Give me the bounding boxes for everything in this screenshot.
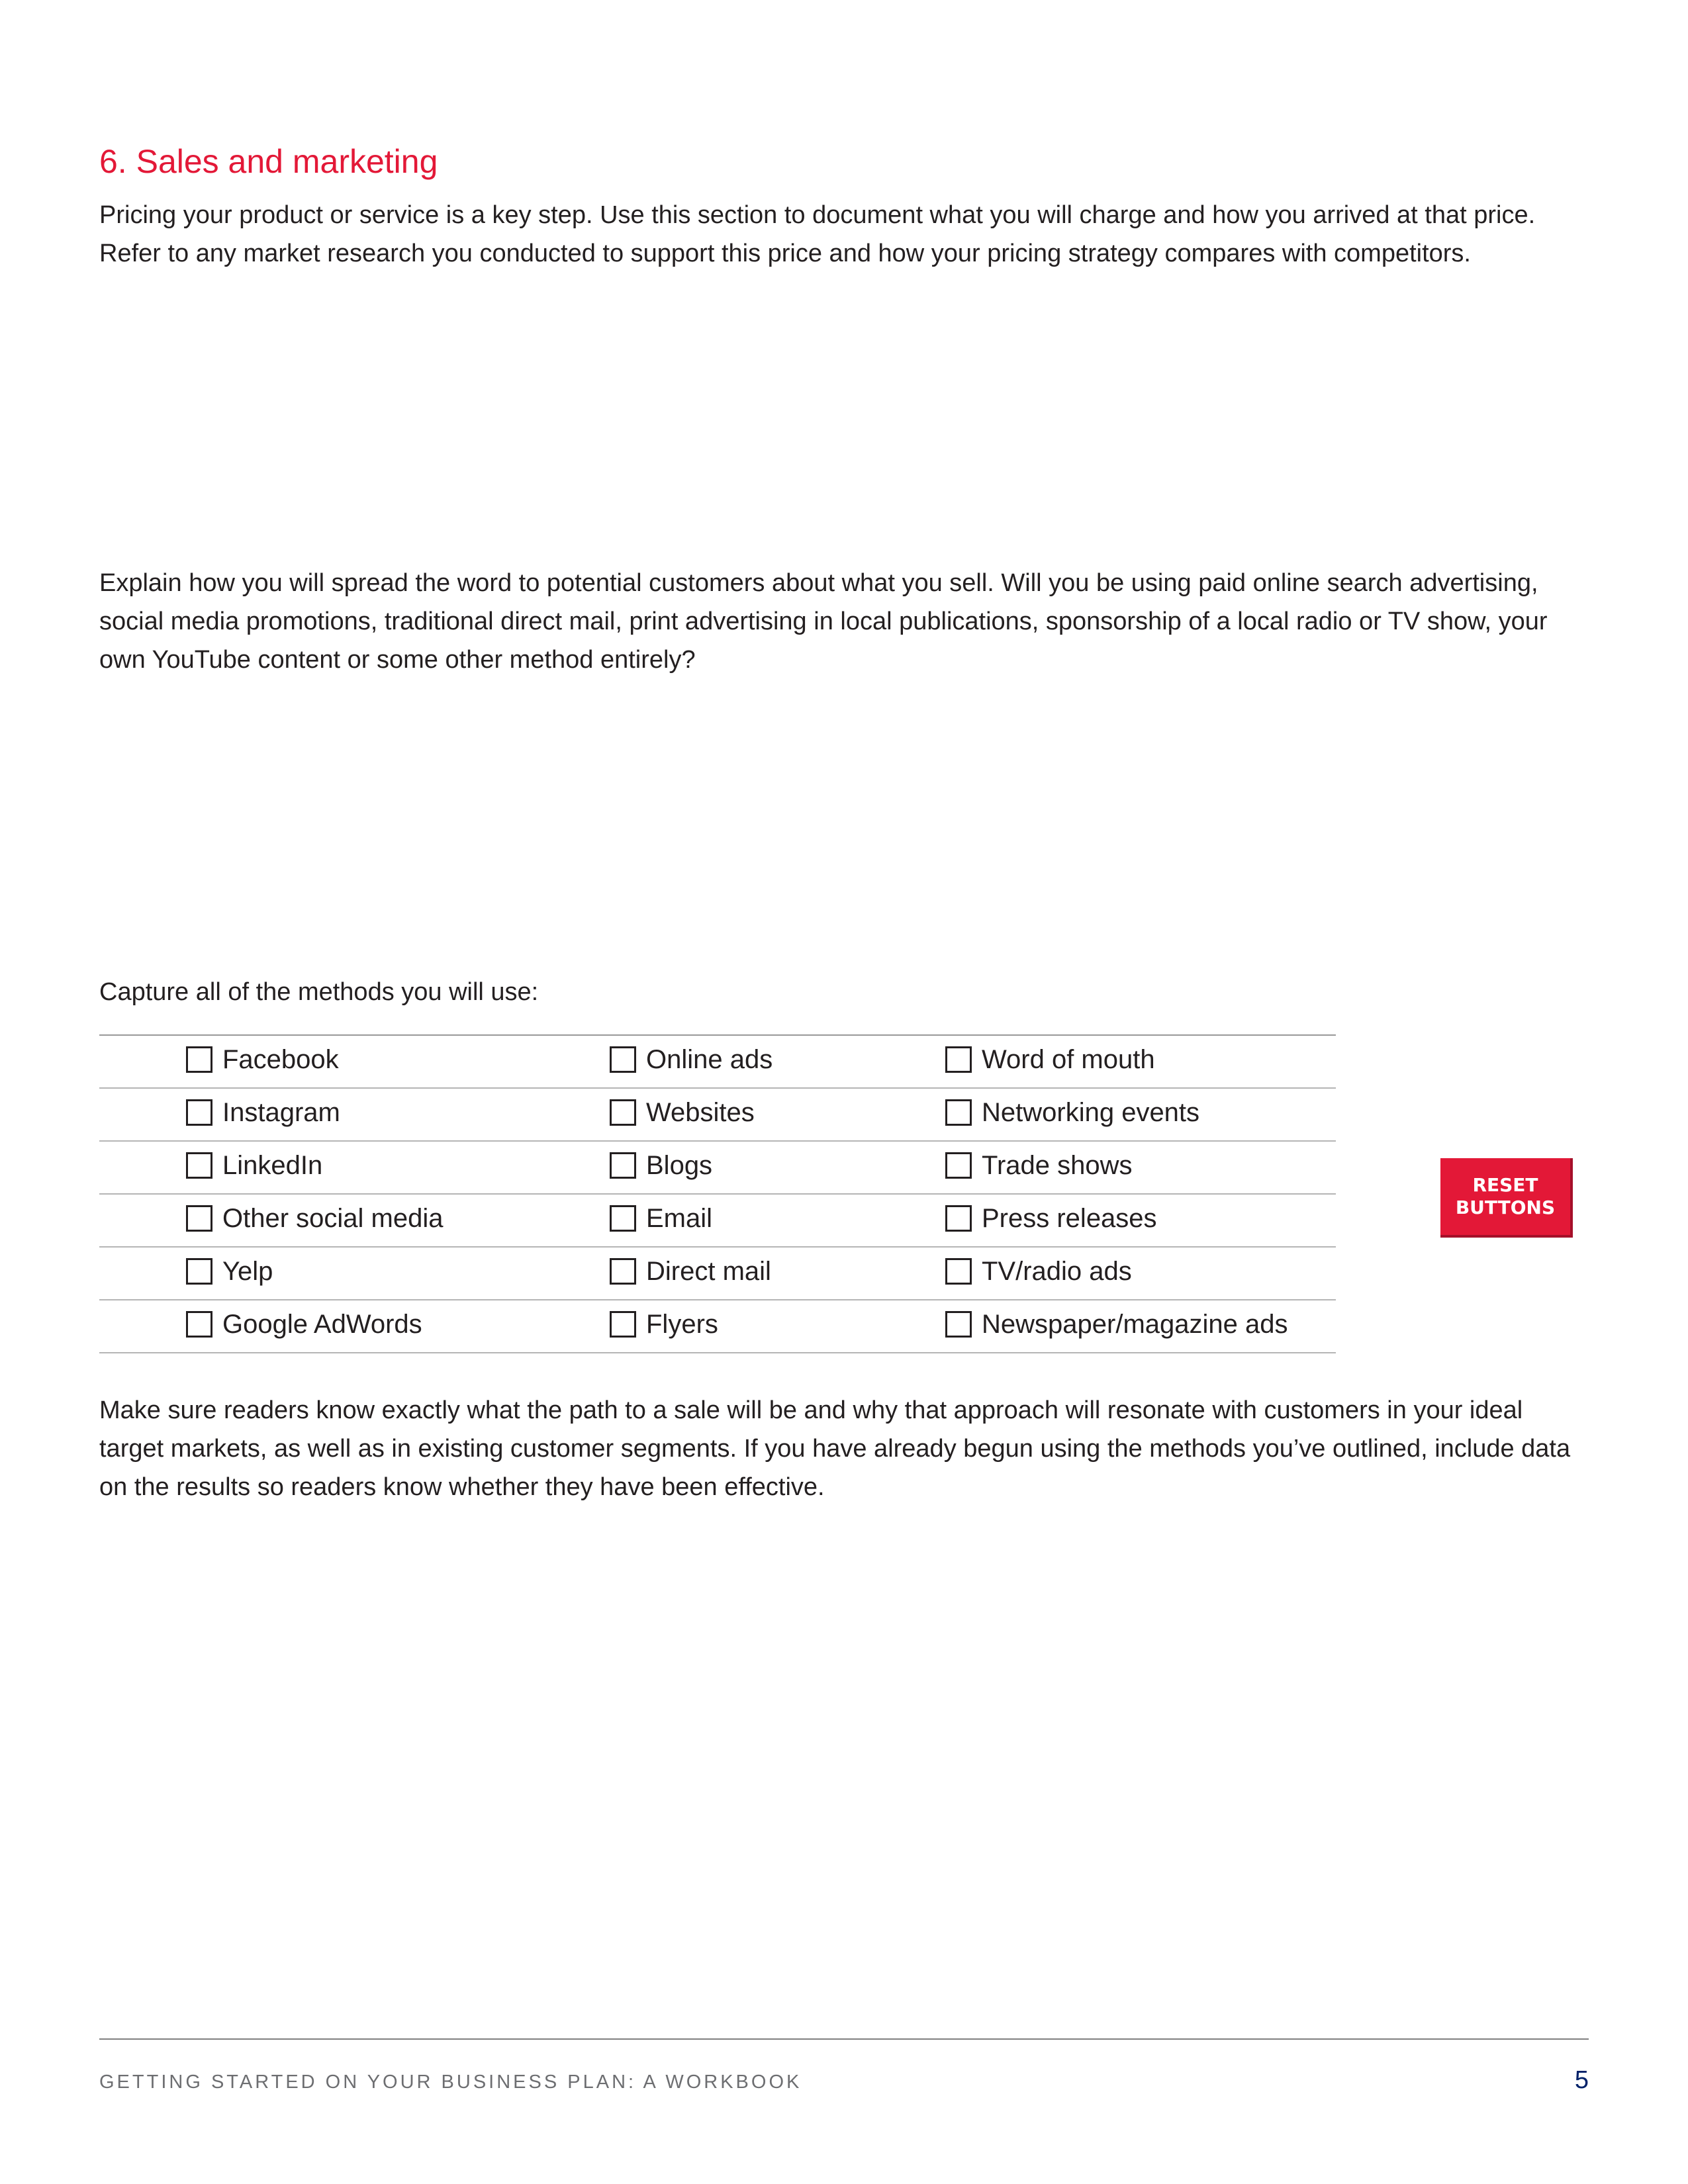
checkbox-label: Yelp: [222, 1257, 273, 1286]
checkbox-box[interactable]: [945, 1152, 972, 1179]
checkbox-trade-shows[interactable]: [945, 1150, 1133, 1181]
methods-label: Capture all of the methods you will use:: [99, 978, 539, 1006]
checkbox-label: Newspaper/magazine ads: [982, 1310, 1288, 1339]
checkbox-email[interactable]: [610, 1203, 712, 1234]
checkbox-box[interactable]: [186, 1152, 212, 1179]
checkbox-websites[interactable]: [610, 1097, 755, 1128]
checkbox-linkedin[interactable]: [186, 1150, 322, 1181]
checkbox-direct-mail[interactable]: [610, 1255, 771, 1287]
pricing-response-field[interactable]: [99, 285, 1591, 545]
checkbox-label: Trade shows: [982, 1151, 1133, 1180]
checkbox-box[interactable]: [186, 1099, 212, 1126]
checkbox-label: Direct mail: [646, 1257, 771, 1286]
checkbox-google-adwords[interactable]: [186, 1308, 422, 1340]
methods-row: [99, 1088, 1336, 1141]
promotion-instructions: Explain how you will spread the word to potential customers about what you sell. Will you be using paid online search advertising, social media promotions, traditional direct mail, print advertising in local publications, sponsorship of a local radio or TV show, your own YouTube content or some other method entirely?: [99, 569, 1548, 674]
checkbox-box[interactable]: [610, 1258, 636, 1285]
checkbox-label: Instagram: [222, 1098, 340, 1127]
checkbox-press-releases[interactable]: [945, 1203, 1157, 1234]
page-number: 5: [1574, 2066, 1589, 2094]
footer-title: GETTING STARTED ON YOUR BUSINESS PLAN: A WORKBOOK: [99, 2071, 802, 2093]
checkbox-box[interactable]: [610, 1099, 636, 1126]
checkbox-label: Online ads: [646, 1045, 773, 1074]
checkbox-box[interactable]: [945, 1099, 972, 1126]
checkbox-blogs[interactable]: [610, 1150, 712, 1181]
checkbox-label: TV/radio ads: [982, 1257, 1132, 1286]
checkbox-label: Networking events: [982, 1098, 1200, 1127]
reset-buttons-button[interactable]: RESET BUTTONS: [1440, 1158, 1573, 1238]
checkbox-box[interactable]: [610, 1046, 636, 1073]
checkbox-flyers[interactable]: [610, 1308, 718, 1340]
checkbox-newspaper-magazine-ads[interactable]: [945, 1308, 1288, 1340]
checkbox-box[interactable]: [610, 1311, 636, 1338]
methods-row: [99, 1035, 1336, 1088]
checkbox-box[interactable]: [945, 1046, 972, 1073]
checkbox-box[interactable]: [945, 1258, 972, 1285]
checkbox-tv-radio-ads[interactable]: [945, 1255, 1132, 1287]
checkbox-label: Word of mouth: [982, 1045, 1155, 1074]
checkbox-box[interactable]: [186, 1046, 212, 1073]
checkbox-label: LinkedIn: [222, 1151, 323, 1180]
checkbox-networking-events[interactable]: [945, 1097, 1199, 1128]
checkbox-box[interactable]: [186, 1311, 212, 1338]
checkbox-label: Email: [646, 1204, 713, 1233]
checkbox-box[interactable]: [945, 1311, 972, 1338]
checkbox-instagram[interactable]: [186, 1097, 340, 1128]
checkbox-label: Flyers: [646, 1310, 718, 1339]
methods-row: [99, 1247, 1336, 1300]
methods-row: [99, 1194, 1336, 1247]
checkbox-label: Other social media: [222, 1204, 444, 1233]
methods-row: [99, 1300, 1336, 1353]
checkbox-box[interactable]: [610, 1152, 636, 1179]
footer-divider: [99, 2038, 1589, 2040]
checkbox-box[interactable]: [610, 1205, 636, 1232]
checkbox-label: Google AdWords: [222, 1310, 422, 1339]
checkbox-word-of-mouth[interactable]: [945, 1044, 1155, 1075]
sales-path-instructions: Make sure readers know exactly what the path to a sale will be and why that approach will resonate with customers in your ideal target markets, as well as in existing customer segments. If you have already begun using the methods you’ve outlined, include data on the results so readers know whether they have been effective.: [99, 1396, 1571, 1501]
checkbox-online-ads[interactable]: [610, 1044, 773, 1075]
checkbox-label: Websites: [646, 1098, 755, 1127]
checkbox-box[interactable]: [186, 1205, 212, 1232]
section-title: 6. Sales and marketing: [99, 143, 438, 180]
checkbox-label: Press releases: [982, 1204, 1157, 1233]
checkbox-other-social-media[interactable]: [186, 1203, 443, 1234]
methods-row: [99, 1141, 1336, 1194]
sales-path-response-field[interactable]: [99, 1522, 1591, 2015]
methods-checklist: [99, 1034, 1336, 1353]
checkbox-label: Facebook: [222, 1045, 339, 1074]
checkbox-label: Blogs: [646, 1151, 713, 1180]
checkbox-box[interactable]: [945, 1205, 972, 1232]
checkbox-facebook[interactable]: [186, 1044, 339, 1075]
pricing-instructions: Pricing your product or service is a key step. Use this section to document what you will charge and how you arrived at that price. Refer to any market research you conducted to support this price and how your pricing strategy compares with competitors.: [99, 201, 1536, 267]
checkbox-yelp[interactable]: [186, 1255, 273, 1287]
checkbox-box[interactable]: [186, 1258, 212, 1285]
promotion-response-field[interactable]: [99, 688, 1591, 956]
